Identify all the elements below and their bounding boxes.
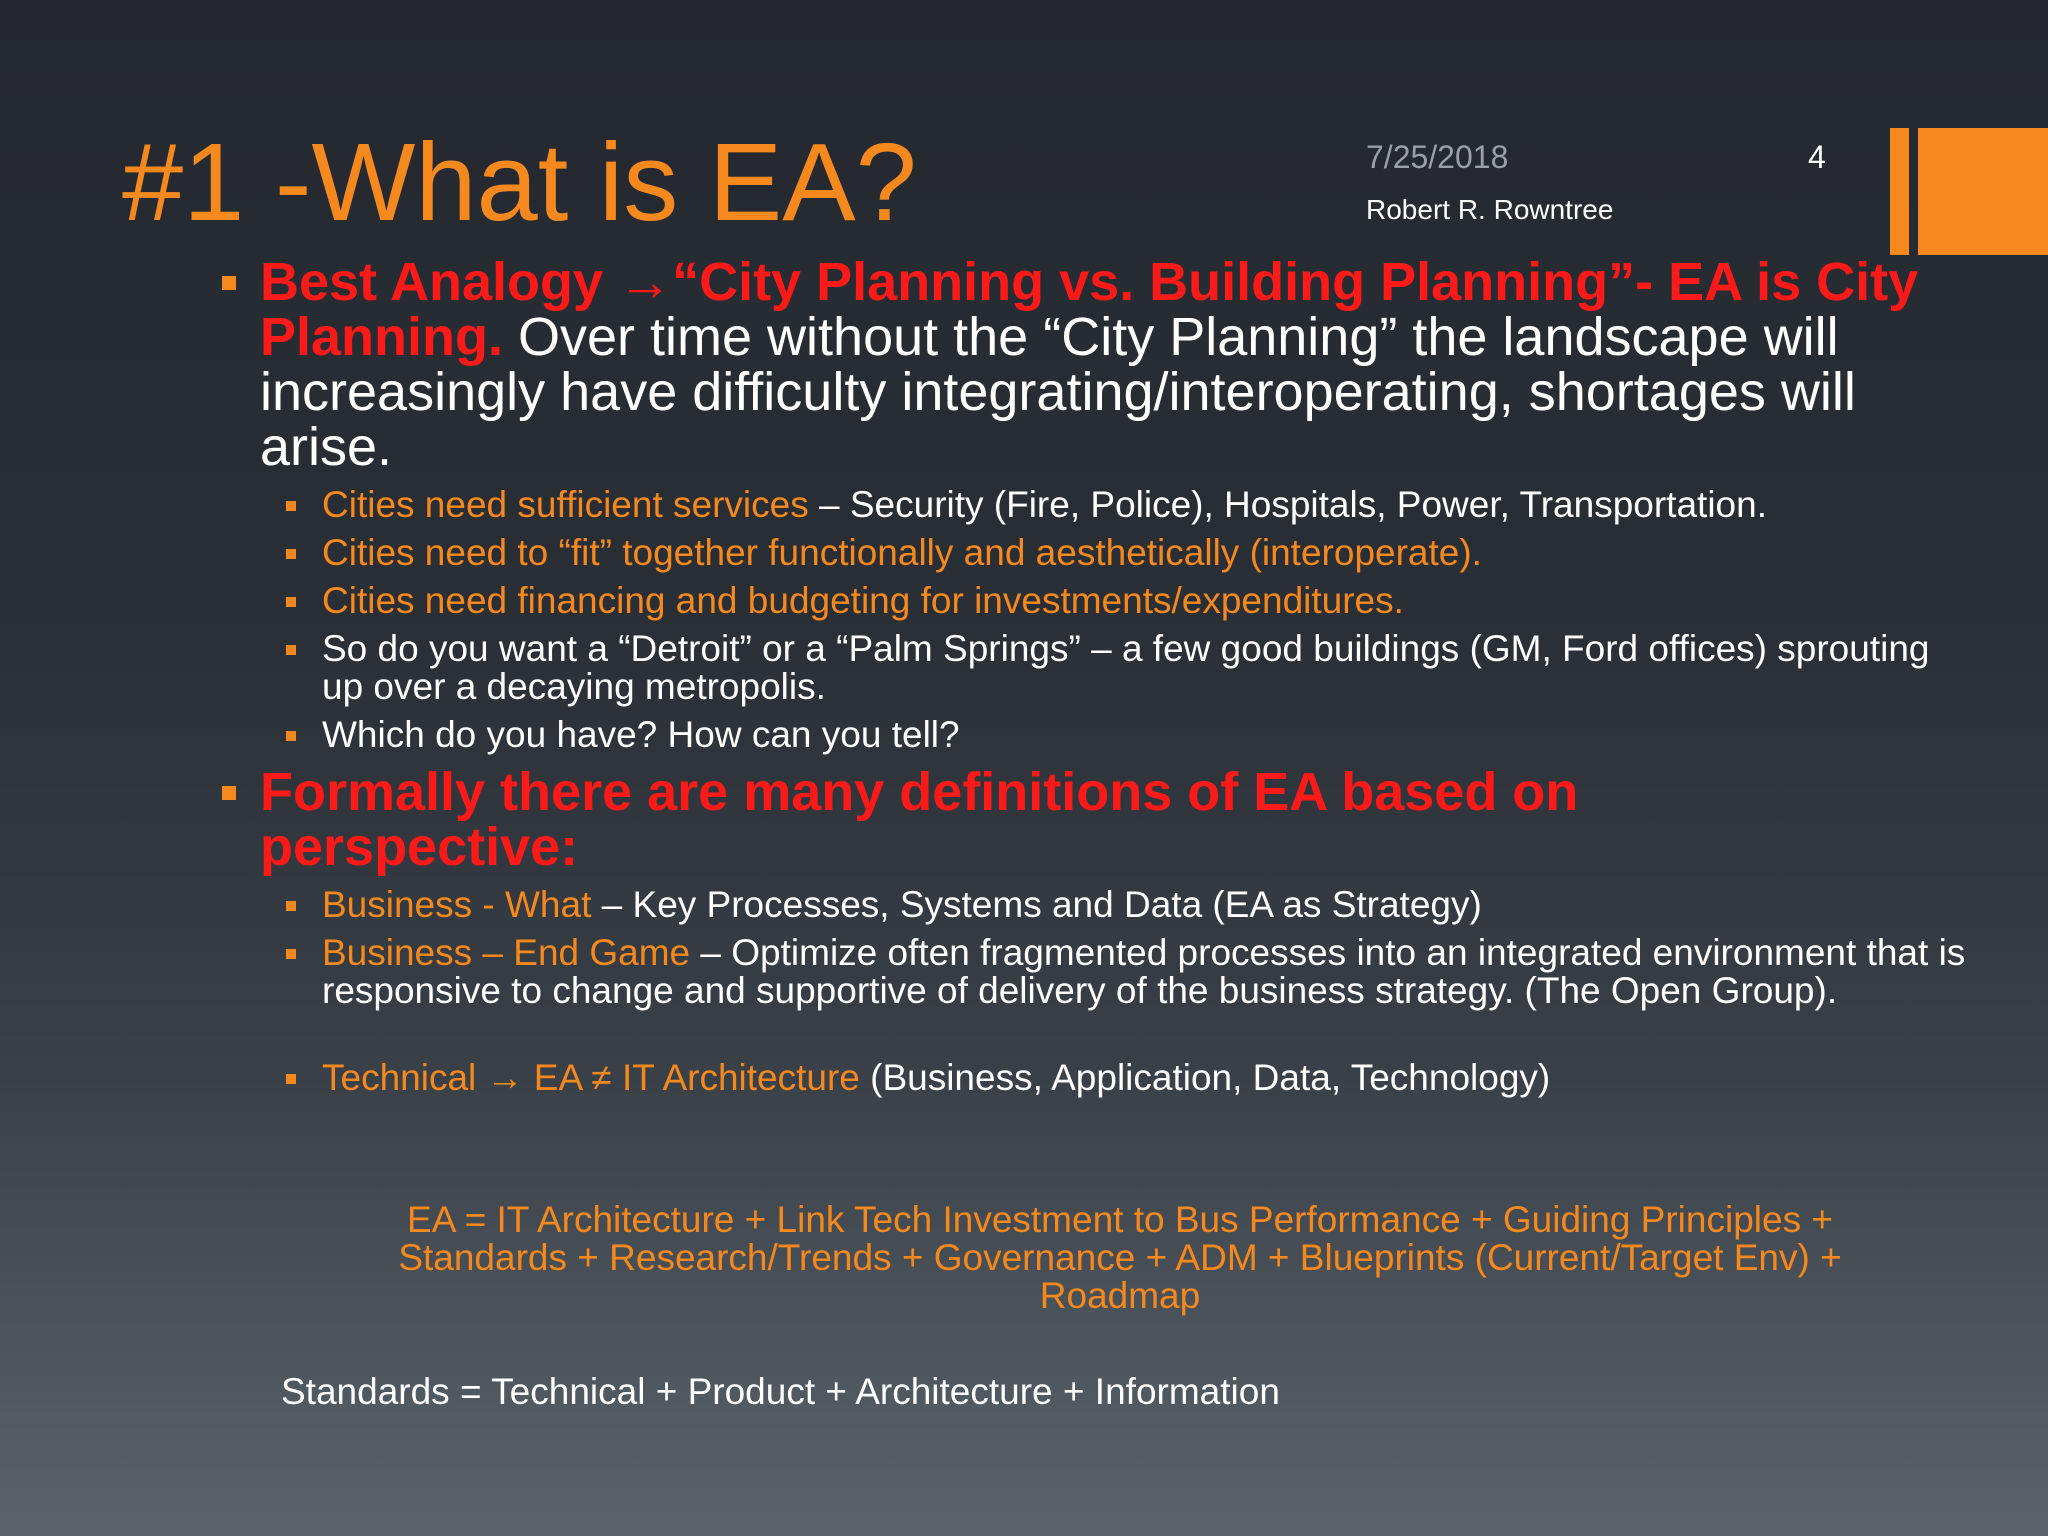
slide-number: 4: [1808, 139, 1826, 175]
bullet-definitions: [260, 762, 1740, 877]
bullet-highlight: Best Analogy →“City Planning vs. Building Planning”- EA is City Planning.: [260, 252, 1919, 367]
bullet-square-icon: [286, 949, 296, 959]
bullet-square-icon: [286, 1074, 296, 1084]
sub-bullet: Technical → EA ≠ IT Architecture (Business, Application, Data, Technology): [322, 1059, 1972, 1097]
sub-bullet: Business - What – Key Processes, Systems and Data (EA as Strategy): [322, 886, 1972, 924]
bullet-square-icon: [286, 731, 296, 741]
bullet-square-icon: [286, 597, 296, 607]
slide-title: #1 -What is EA?: [122, 121, 917, 244]
sub-bullet: Cities need financing and budgeting for investments/expenditures.: [322, 582, 1972, 620]
bullet-highlight: Formally there are many definitions of EA based on perspective:: [260, 762, 1579, 877]
standards-formula: Standards = Technical + Product + Architecture + Information: [281, 1371, 1280, 1412]
bullet-square-icon: [286, 501, 296, 511]
sub-bullet: Which do you have? How can you tell?: [322, 716, 1972, 754]
sub-bullet: Cities need sufficient services – Security (Fire, Police), Hospitals, Power, Transportation.: [322, 486, 1972, 524]
bullet-text: Over time without the “City Planning” the landscape will increasingly have difficulty integrating/interoperating, shortages will arise.: [260, 307, 1856, 477]
bullet-square-icon: [286, 549, 296, 559]
bullet-square-icon: [286, 645, 296, 655]
ea-formula: EA = IT Architecture + Link Tech Investment to Bus Performance + Guiding Principles + Standards + Research/Trends + Governance + ADM + Blueprints (Current/Target Env) + Roadmap: [398, 1199, 1842, 1316]
bullet-square-icon: [222, 276, 236, 290]
sub-bullet: Business – End Game – Optimize often fragmented processes into an integrated environment that is responsive to change and supportive of delivery of the business strategy. (The Open Group).: [322, 934, 1972, 1010]
sub-bullet: So do you want a “Detroit” or a “Palm Springs” – a few good buildings (GM, Ford offices) sprouting up over a decaying metropolis.: [322, 630, 1972, 706]
bullet-square-icon: [222, 786, 236, 800]
slide-date: 7/25/2018: [1366, 139, 1509, 175]
bullet-city-planning: [260, 252, 1960, 477]
bullet-square-icon: [286, 901, 296, 911]
sub-bullet: Cities need to “fit” together functionally and aesthetically (interoperate).: [322, 534, 1972, 572]
slide-author: Robert R. Rowntree: [1366, 194, 1614, 225]
